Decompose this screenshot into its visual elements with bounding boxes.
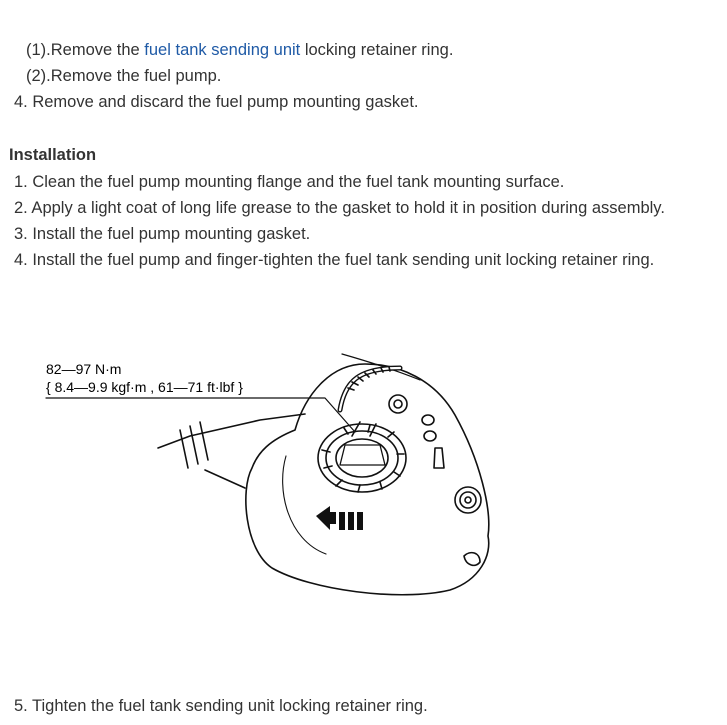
removal-sub-step-1 bbox=[26, 40, 453, 60]
removal-sub-step-1-prefix: (1).Remove the bbox=[26, 41, 145, 59]
installation-step-2: 2. Apply a light coat of long life grease to the gasket to hold it in position during assembly. bbox=[14, 199, 665, 217]
installation-step-3: 3. Install the fuel pump mounting gasket. bbox=[14, 225, 311, 243]
installation-step-1: 1. Clean the fuel pump mounting flange and the fuel tank mounting surface. bbox=[14, 173, 565, 191]
removal-sub-step-2: (2).Remove the fuel pump. bbox=[26, 67, 222, 85]
removal-step-4: 4. Remove and discard the fuel pump mounting gasket. bbox=[14, 93, 419, 111]
removal-sub-step-1-suffix: locking retainer ring. bbox=[300, 41, 454, 59]
installation-step-5: 5. Tighten the fuel tank sending unit locking retainer ring. bbox=[14, 697, 428, 715]
torque-spec-kgf-ftlbf: { 8.4—9.9 kgf·m , 61—71 ft·lbf } bbox=[46, 379, 243, 395]
fuel-tank-drawing bbox=[40, 340, 560, 615]
torque-spec-nm: 82—97 N·m bbox=[46, 361, 122, 377]
installation-heading: Installation bbox=[9, 146, 97, 164]
fuel-pump-illustration bbox=[40, 340, 560, 615]
installation-step-4: 4. Install the fuel pump and finger-tighten the fuel tank sending unit locking retainer ring. bbox=[14, 251, 655, 269]
fuel-tank-sending-unit-link[interactable]: fuel tank sending unit bbox=[144, 41, 301, 59]
